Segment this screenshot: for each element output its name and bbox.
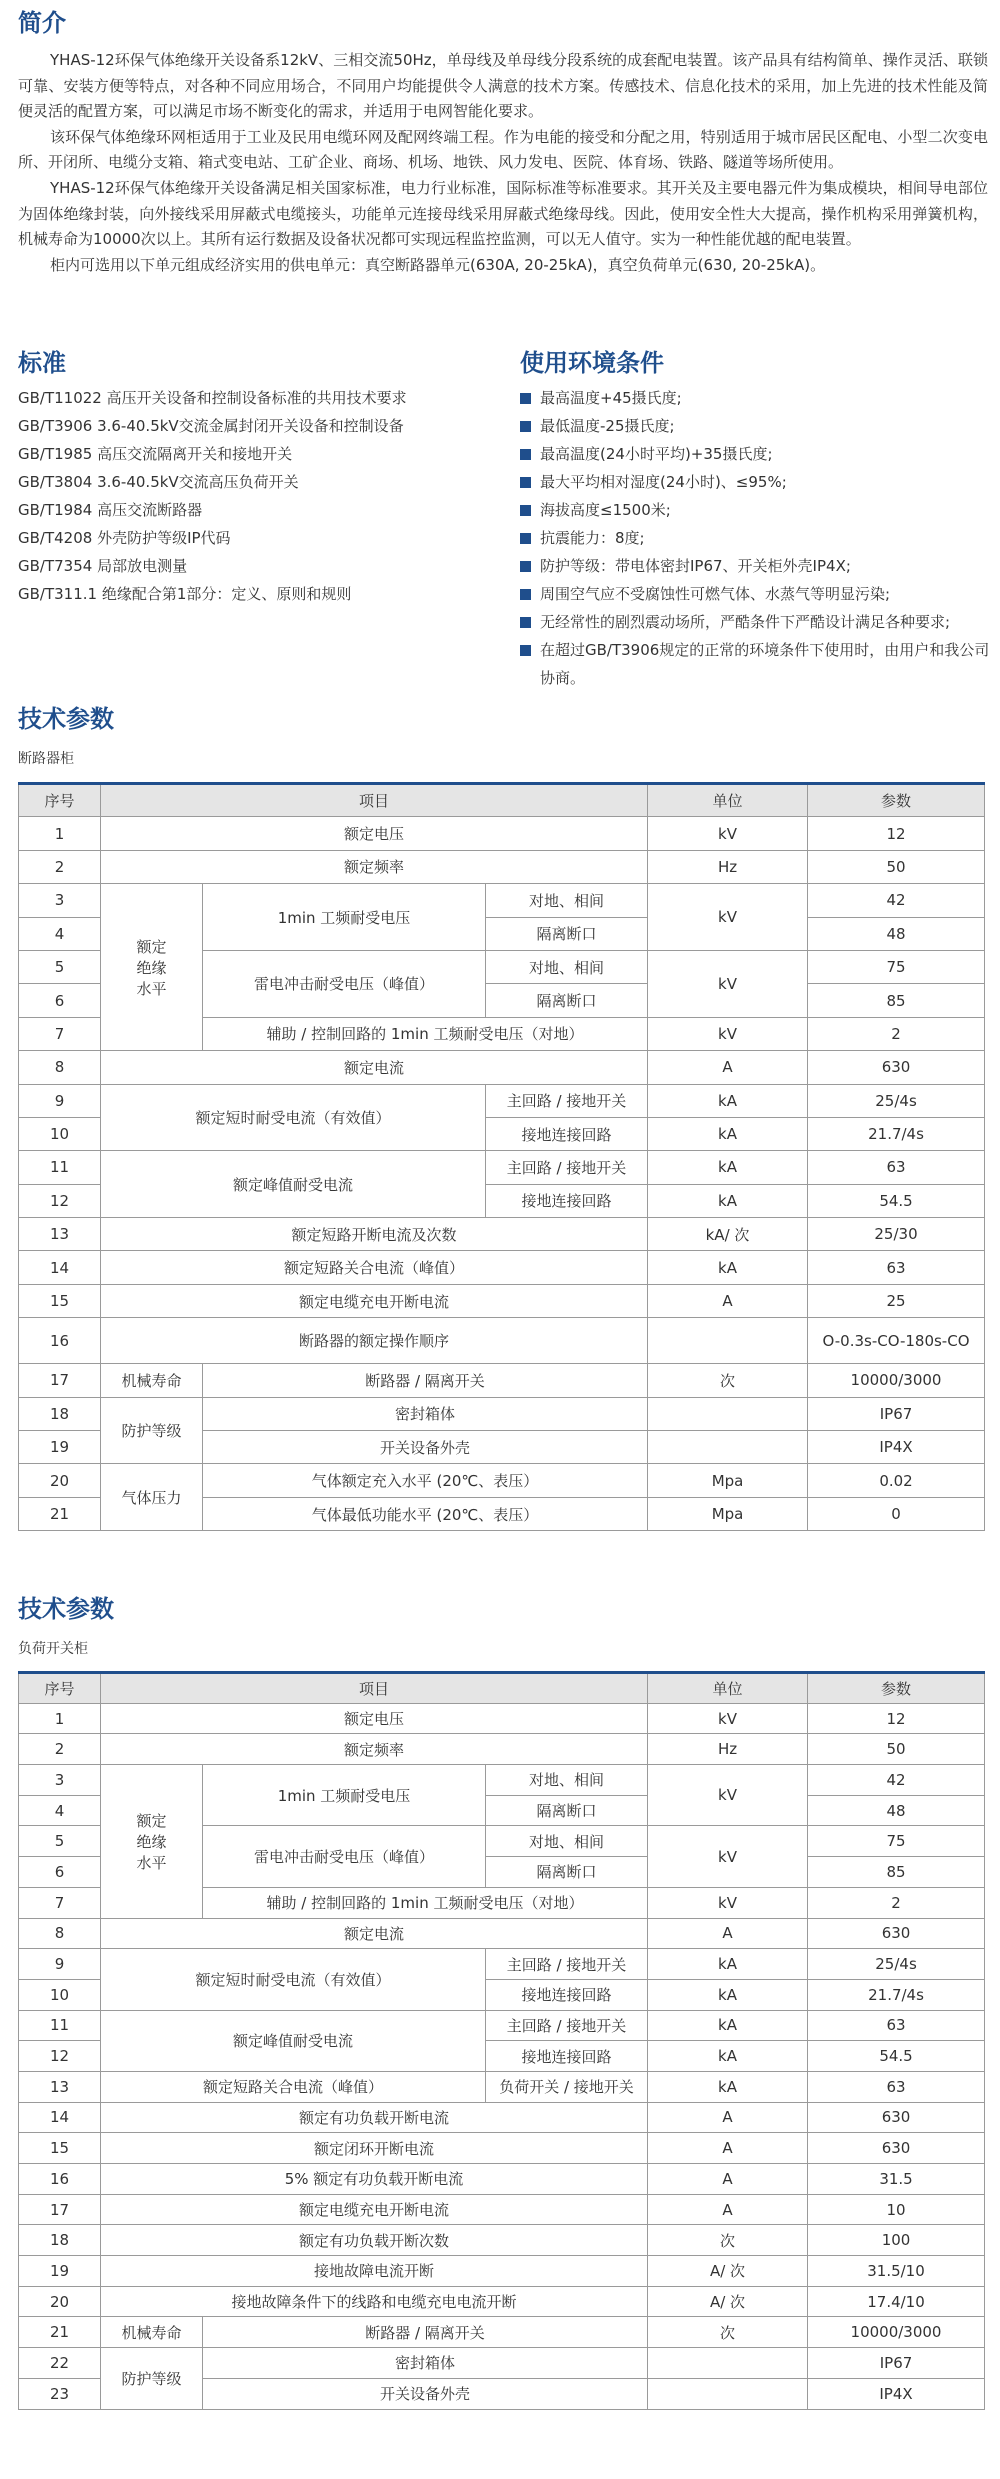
table-row: [19, 2102, 985, 2133]
col-unit: 单位: [648, 784, 808, 817]
table-cell: IP4X: [808, 1431, 985, 1464]
table-cell: 主回路 / 接地开关: [486, 2010, 648, 2041]
table-row: [19, 1918, 985, 1949]
table-cell: 25/4s: [808, 1084, 985, 1117]
table-cell: 54.5: [808, 2041, 985, 2072]
table-cell: IP67: [808, 2348, 985, 2379]
table-cell: 21: [19, 1497, 101, 1530]
table-row: [19, 1364, 985, 1397]
table-cell: 次: [648, 1364, 808, 1397]
standard-item: GB/T11022 高压开关设备和控制设备标准的共用技术要求: [18, 389, 407, 407]
table-cell: 隔离断口: [486, 1857, 648, 1888]
environment-item: [520, 384, 990, 412]
table-cell: 5: [19, 950, 101, 983]
intro-paragraph: 柜内可选用以下单元组成经济实用的供电单元：真空断路器单元(630A, 20-25kA)，真空负荷单元(630, 20-25kA)。: [50, 255, 826, 274]
intro-paragraph: YHAS-12环保气体绝缘开关设备满足相关国家标准，电力行业标准，国际标准等标准要求。其开关及主要电器元件为集成模块，相间导电部位为固体绝缘封装，向外接线采用屏蔽式电缆接头，功能单元连接母线采用屏蔽式绝缘母线。因此，使用安全性大大提高，操作机构采用弹簧机构，机械寿命为10000次以上。其所有运行数据及设备状况都可实现远程监控监测，可以无人值守。实为一种性能优越的配电装置。: [18, 178, 988, 249]
square-bullet-icon: [520, 645, 531, 656]
table-row: [19, 1397, 985, 1430]
table-cell: kA: [648, 2010, 808, 2041]
table-cell: 次: [648, 2317, 808, 2348]
table-row: [19, 2286, 985, 2317]
table-cell: 10000/3000: [808, 1364, 985, 1397]
table-cell: kA/ 次: [648, 1218, 808, 1251]
table-cell: 5% 额定有功负载开断电流: [101, 2164, 648, 2195]
standard-item: GB/T1985 高压交流隔离开关和接地开关: [18, 445, 293, 463]
standard-item: GB/T4208 外壳防护等级IP代码: [18, 529, 231, 547]
table-cell: 25/30: [808, 1218, 985, 1251]
environment-item-text: 最低温度-25摄氏度;: [540, 417, 675, 435]
table-cell: 次: [648, 2225, 808, 2256]
table-cell: 16: [19, 1318, 101, 1364]
table-cell: 6: [19, 984, 101, 1017]
square-bullet-icon: [520, 561, 531, 572]
table-cell: 85: [808, 984, 985, 1017]
standard-item: GB/T7354 局部放电测量: [18, 557, 188, 575]
table-cell: 断路器的额定操作顺序: [101, 1318, 648, 1364]
table-row: [19, 1084, 985, 1117]
col-param: 参数: [808, 1673, 985, 1704]
table-cell: 3: [19, 1765, 101, 1796]
table-cell: 25/4s: [808, 1949, 985, 1980]
table-cell: 11: [19, 2010, 101, 2041]
table-cell: 12: [808, 817, 985, 850]
table-cell: 主回路 / 接地开关: [486, 1151, 648, 1184]
table-cell: 630: [808, 2133, 985, 2164]
table-cell: 接地连接回路: [486, 1117, 648, 1150]
table-cell: 17: [19, 2194, 101, 2225]
intro-paragraph: 该环保气体绝缘环网柜适用于工业及民用电缆环网及配网终端工程。作为电能的接受和分配之用，特别适用于城市居民区配电、小型二次变电所、开闭所、电缆分支箱、箱式变电站、工矿企业、商场、机场、地铁、风力发电、医院、体育场、铁路、隧道等场所使用。: [18, 127, 988, 172]
table-cell: kA: [648, 1117, 808, 1150]
table-row: [19, 2133, 985, 2164]
table-cell: 主回路 / 接地开关: [486, 1949, 648, 1980]
table-cell: 20: [19, 2286, 101, 2317]
table-cell: 气体额定充入水平 (20℃、表压）: [203, 1464, 648, 1497]
table-cell: 开关设备外壳: [203, 2378, 648, 2409]
square-bullet-icon: [520, 477, 531, 488]
table-cell: 机械寿命: [101, 1364, 203, 1397]
table-cell: 11: [19, 1151, 101, 1184]
table-cell: [648, 1318, 808, 1364]
table-row: [19, 1151, 985, 1184]
environment-item: [520, 496, 990, 524]
table-header-row: [19, 784, 985, 817]
table-row: [19, 1251, 985, 1284]
table-cell: IP4X: [808, 2378, 985, 2409]
table-cell: 22: [19, 2348, 101, 2379]
table-cell: 雷电冲击耐受电压（峰值）: [203, 950, 486, 1017]
table-row: [19, 1318, 985, 1364]
table-cell: Mpa: [648, 1464, 808, 1497]
table-cell: A: [648, 1051, 808, 1084]
col-no: 序号: [19, 1673, 101, 1704]
table-row: [19, 1464, 985, 1497]
col-no: 序号: [19, 784, 101, 817]
square-bullet-icon: [520, 449, 531, 460]
table-cell: 19: [19, 2256, 101, 2287]
table-row: [19, 2317, 985, 2348]
table-cell: A: [648, 1918, 808, 1949]
table-cell: 1min 工频耐受电压: [203, 1765, 486, 1826]
table-cell: 接地连接回路: [486, 2041, 648, 2072]
table-cell: [648, 2378, 808, 2409]
table-row: [19, 817, 985, 850]
table-cell: 对地、相间: [486, 950, 648, 983]
table-row: [19, 2256, 985, 2287]
table-cell: 42: [808, 1765, 985, 1796]
col-param: 参数: [808, 784, 985, 817]
table-cell: 10: [808, 2194, 985, 2225]
table-cell: 接地故障电流开断: [101, 2256, 648, 2287]
table-row: [19, 2164, 985, 2195]
table-cell: 额定短路开断电流及次数: [101, 1218, 648, 1251]
table-row: [19, 2010, 985, 2041]
environment-item-text: 最高温度+45摄氏度;: [540, 389, 682, 407]
table-cell: 额定频率: [101, 1734, 648, 1765]
table-cell: 630: [808, 1051, 985, 1084]
table-cell: 6: [19, 1857, 101, 1888]
table-cell: 0.02: [808, 1464, 985, 1497]
table-cell: Hz: [648, 850, 808, 883]
table-cell: 负荷开关 / 接地开关: [486, 2071, 648, 2102]
table-cell: 额定短路关合电流（峰值）: [101, 2071, 486, 2102]
table-cell: kV: [648, 1765, 808, 1826]
table-cell: 2: [19, 1734, 101, 1765]
environment-item-text: 在超过GB/T3906规定的正常的环境条件下使用时，由用户和我公司协商。: [540, 641, 990, 687]
table-cell: 额定峰值耐受电流: [101, 1151, 486, 1218]
table-cell: kA: [648, 1151, 808, 1184]
table-cell: A: [648, 2133, 808, 2164]
environment-item-text: 海拔高度≤1500米;: [540, 501, 671, 519]
table-row: [19, 1218, 985, 1251]
table-cell: kA: [648, 1184, 808, 1217]
table-cell: 13: [19, 2071, 101, 2102]
table-cell: 21.7/4s: [808, 1979, 985, 2010]
table-cell: 对地、相间: [486, 1826, 648, 1857]
table-cell: 断路器 / 隔离开关: [203, 2317, 648, 2348]
table-cell: 防护等级: [101, 2348, 203, 2409]
table-cell: 14: [19, 1251, 101, 1284]
table-cell: 10: [19, 1117, 101, 1150]
table-cell: kA: [648, 1949, 808, 1980]
table-header-row: [19, 1673, 985, 1704]
table-cell: 50: [808, 850, 985, 883]
table-cell: 主回路 / 接地开关: [486, 1084, 648, 1117]
table-cell: 31.5: [808, 2164, 985, 2195]
table-cell: 1: [19, 817, 101, 850]
standards-title: 标准: [18, 349, 66, 377]
table-cell: 8: [19, 1051, 101, 1084]
table-cell: 气体最低功能水平 (20℃、表压）: [203, 1497, 648, 1530]
params1-subtitle: 断路器柜: [18, 751, 74, 767]
table-cell: 开关设备外壳: [203, 1431, 648, 1464]
table-cell: 14: [19, 2102, 101, 2133]
table-cell: 0: [808, 1497, 985, 1530]
table-cell: A: [648, 2164, 808, 2195]
table-cell: 额定闭环开断电流: [101, 2133, 648, 2164]
table-row: [19, 884, 985, 917]
table-cell: 机械寿命: [101, 2317, 203, 2348]
table-cell: 额定频率: [101, 850, 648, 883]
table-row: [19, 1734, 985, 1765]
table-cell: 63: [808, 2071, 985, 2102]
environment-item-text: 无经常性的剧烈震动场所，严酷条件下严酷设计满足各种要求;: [540, 613, 951, 631]
table-cell: 9: [19, 1949, 101, 1980]
table-row: [19, 2225, 985, 2256]
table-cell: 48: [808, 1795, 985, 1826]
standard-item: GB/T3804 3.6-40.5kV交流高压负荷开关: [18, 473, 299, 491]
table-cell: 额定峰值耐受电流: [101, 2010, 486, 2071]
table-cell: 63: [808, 1251, 985, 1284]
table-cell: 额定短路关合电流（峰值）: [101, 1251, 648, 1284]
table-cell: 接地连接回路: [486, 1184, 648, 1217]
table-row: [19, 2071, 985, 2102]
table-row: [19, 2194, 985, 2225]
table-cell: 31.5/10: [808, 2256, 985, 2287]
table-cell: 7: [19, 1017, 101, 1050]
table-cell: 4: [19, 1795, 101, 1826]
table-cell: 18: [19, 2225, 101, 2256]
table-row: [19, 1765, 985, 1796]
table-cell: kV: [648, 1017, 808, 1050]
square-bullet-icon: [520, 421, 531, 432]
table-cell: 7: [19, 1887, 101, 1918]
table-cell: 16: [19, 2164, 101, 2195]
table-cell: 额定 绝缘 水平: [101, 884, 203, 1051]
table-cell: 75: [808, 950, 985, 983]
environment-item: [520, 468, 990, 496]
table-cell: 对地、相间: [486, 884, 648, 917]
table-cell: 额定电流: [101, 1918, 648, 1949]
table-cell: 100: [808, 2225, 985, 2256]
table-cell: A: [648, 2102, 808, 2133]
col-unit: 单位: [648, 1673, 808, 1704]
environment-list: [520, 384, 990, 692]
environment-item: [520, 636, 990, 692]
table-cell: 辅助 / 控制回路的 1min 工频耐受电压（对地）: [203, 1017, 648, 1050]
table-cell: kV: [648, 1887, 808, 1918]
table-cell: 接地故障条件下的线路和电缆充电电流开断: [101, 2286, 648, 2317]
table-cell: 气体压力: [101, 1464, 203, 1531]
table-cell: 15: [19, 2133, 101, 2164]
table-cell: 50: [808, 1734, 985, 1765]
environment-item: [520, 580, 990, 608]
standard-item: GB/T311.1 绝缘配合第1部分：定义、原则和规则: [18, 585, 352, 603]
table-cell: 21.7/4s: [808, 1117, 985, 1150]
table-cell: 10000/3000: [808, 2317, 985, 2348]
table-cell: 8: [19, 1918, 101, 1949]
environment-title: 使用环境条件: [520, 349, 664, 377]
table-cell: Mpa: [648, 1497, 808, 1530]
table-cell: 19: [19, 1431, 101, 1464]
table-cell: kV: [648, 1703, 808, 1734]
table-cell: 1: [19, 1703, 101, 1734]
table-cell: kV: [648, 884, 808, 951]
table-cell: 额定电压: [101, 817, 648, 850]
table-cell: 10: [19, 1979, 101, 2010]
table-cell: 630: [808, 1918, 985, 1949]
table-cell: 12: [808, 1703, 985, 1734]
table-cell: [648, 2348, 808, 2379]
table-cell: 12: [19, 2041, 101, 2072]
table-cell: 63: [808, 2010, 985, 2041]
table-cell: 9: [19, 1084, 101, 1117]
standard-item: GB/T1984 高压交流断路器: [18, 501, 203, 519]
table-cell: 20: [19, 1464, 101, 1497]
environment-item: [520, 552, 990, 580]
table-cell: [648, 1397, 808, 1430]
table-cell: 25: [808, 1284, 985, 1317]
standards-list: [18, 384, 498, 608]
square-bullet-icon: [520, 505, 531, 516]
environment-item: [520, 412, 990, 440]
table-cell: 额定电流: [101, 1051, 648, 1084]
table-cell: 1min 工频耐受电压: [203, 884, 486, 951]
table-cell: 额定电缆充电开断电流: [101, 1284, 648, 1317]
environment-item-text: 最高温度(24小时平均)+35摄氏度;: [540, 445, 773, 463]
table-cell: kV: [648, 817, 808, 850]
table-cell: 2: [808, 1887, 985, 1918]
table-cell: 额定短时耐受电流（有效值）: [101, 1949, 486, 2010]
table-cell: kA: [648, 1251, 808, 1284]
intro-title: 简介: [18, 9, 66, 37]
table-cell: 17: [19, 1364, 101, 1397]
table-cell: 辅助 / 控制回路的 1min 工频耐受电压（对地）: [203, 1887, 648, 1918]
params2-title: 技术参数: [18, 1595, 114, 1623]
table-cell: kA: [648, 2041, 808, 2072]
table-cell: 额定电缆充电开断电流: [101, 2194, 648, 2225]
intro-body: [18, 48, 988, 278]
table-cell: 雷电冲击耐受电压（峰值）: [203, 1826, 486, 1887]
table-cell: A/ 次: [648, 2286, 808, 2317]
table-cell: 5: [19, 1826, 101, 1857]
table-row: [19, 1051, 985, 1084]
table-cell: A: [648, 1284, 808, 1317]
table-cell: 隔离断口: [486, 917, 648, 950]
table-cell: Hz: [648, 1734, 808, 1765]
table-cell: 2: [19, 850, 101, 883]
square-bullet-icon: [520, 533, 531, 544]
table-cell: 对地、相间: [486, 1765, 648, 1796]
table-cell: 630: [808, 2102, 985, 2133]
table-cell: 额定 绝缘 水平: [101, 1765, 203, 1918]
table-cell: 密封箱体: [203, 1397, 648, 1430]
environment-item-text: 防护等级：带电体密封IP67、开关柜外壳IP4X;: [540, 557, 851, 575]
table-cell: 额定短时耐受电流（有效值）: [101, 1084, 486, 1151]
table-cell: kA: [648, 1084, 808, 1117]
table-row: [19, 1703, 985, 1734]
table-cell: O-0.3s-CO-180s-CO: [808, 1318, 985, 1364]
environment-item-text: 最大平均相对湿度(24小时)、≤95%;: [540, 473, 787, 491]
table-cell: 17.4/10: [808, 2286, 985, 2317]
table-row: [19, 1949, 985, 1980]
col-item: 项目: [101, 784, 648, 817]
col-item: 项目: [101, 1673, 648, 1704]
standard-item: GB/T3906 3.6-40.5kV交流金属封闭开关设备和控制设备: [18, 417, 404, 435]
square-bullet-icon: [520, 617, 531, 628]
table-cell: 额定电压: [101, 1703, 648, 1734]
table-cell: 85: [808, 1857, 985, 1888]
table-cell: IP67: [808, 1397, 985, 1430]
table-cell: 断路器 / 隔离开关: [203, 1364, 648, 1397]
table-cell: 隔离断口: [486, 1795, 648, 1826]
table-cell: 接地连接回路: [486, 1979, 648, 2010]
table-cell: 54.5: [808, 1184, 985, 1217]
intro-paragraph: YHAS-12环保气体绝缘开关设备系12kV、三相交流50Hz，单母线及单母线分段系统的成套配电装置。该产品具有结构简单、操作灵活、联锁可靠、安装方便等特点，对各种不同应用场合，不同用户均能提供令人满意的技术方案。传感技术、信息化技术的采用，加上先进的技术性能及简便灵活的配置方案，可以满足市场不断变化的需求，并适用于电网智能化要求。: [18, 51, 988, 121]
table-cell: 48: [808, 917, 985, 950]
table-cell: 63: [808, 1151, 985, 1184]
table-cell: 21: [19, 2317, 101, 2348]
table-cell: 23: [19, 2378, 101, 2409]
table-cell: 42: [808, 884, 985, 917]
environment-item: [520, 524, 990, 552]
table-row: [19, 1284, 985, 1317]
table-cell: 密封箱体: [203, 2348, 648, 2379]
table-cell: 18: [19, 1397, 101, 1430]
params2-subtitle: 负荷开关柜: [18, 1641, 88, 1657]
table-cell: [648, 1431, 808, 1464]
square-bullet-icon: [520, 589, 531, 600]
table-cell: 12: [19, 1184, 101, 1217]
table-row: [19, 850, 985, 883]
load-switch-params-table: [18, 1671, 985, 2410]
environment-item: [520, 608, 990, 636]
table-cell: 75: [808, 1826, 985, 1857]
table-cell: kA: [648, 2071, 808, 2102]
environment-item-text: 抗震能力：8度;: [540, 529, 645, 547]
table-cell: kV: [648, 950, 808, 1017]
table-cell: 额定有功负载开断次数: [101, 2225, 648, 2256]
breaker-params-table: [18, 782, 985, 1531]
square-bullet-icon: [520, 393, 531, 404]
table-row: [19, 2348, 985, 2379]
table-cell: 13: [19, 1218, 101, 1251]
table-cell: 2: [808, 1017, 985, 1050]
environment-item-text: 周围空气应不受腐蚀性可燃气体、水蒸气等明显污染;: [540, 585, 891, 603]
table-cell: 隔离断口: [486, 984, 648, 1017]
table-cell: A/ 次: [648, 2256, 808, 2287]
params1-title: 技术参数: [18, 705, 114, 733]
table-cell: 3: [19, 884, 101, 917]
table-cell: 防护等级: [101, 1397, 203, 1464]
environment-item: [520, 440, 990, 468]
table-cell: 15: [19, 1284, 101, 1317]
table-cell: 额定有功负载开断电流: [101, 2102, 648, 2133]
table-cell: 4: [19, 917, 101, 950]
table-cell: kV: [648, 1826, 808, 1887]
table-cell: A: [648, 2194, 808, 2225]
table-cell: kA: [648, 1979, 808, 2010]
